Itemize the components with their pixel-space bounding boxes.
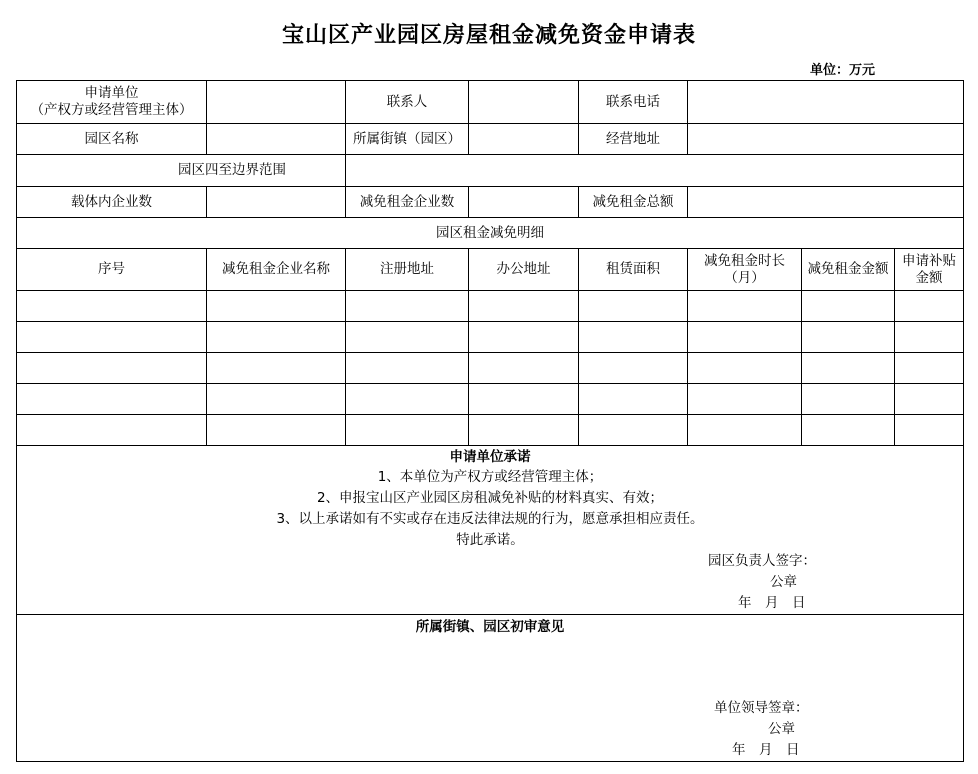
table-cell[interactable] (346, 384, 469, 415)
table-cell[interactable] (469, 353, 579, 384)
contact-input[interactable] (469, 81, 579, 124)
table-cell[interactable] (895, 384, 964, 415)
street-input[interactable] (469, 124, 579, 155)
pledge-sign-label: 园区负责人签字： (708, 553, 816, 569)
table-cell[interactable] (346, 353, 469, 384)
unit-label: 单位：万元 (810, 63, 876, 78)
table-cell[interactable] (469, 384, 579, 415)
applicant-label: 申请单位 (84, 85, 139, 101)
table-row (17, 384, 964, 415)
table-cell[interactable] (469, 322, 579, 353)
table-cell[interactable] (802, 415, 895, 446)
applicant-label-cell (17, 81, 207, 124)
table-cell[interactable] (346, 291, 469, 322)
review-section (17, 615, 964, 762)
table-cell[interactable] (579, 322, 688, 353)
park-name-input[interactable] (207, 124, 346, 155)
column-header-reduction-duration: 减免租金时长（月） (688, 249, 802, 291)
review-date-label: 年 月 日 (732, 741, 800, 758)
phone-label: 联系电话 (579, 81, 688, 124)
table-cell[interactable] (895, 322, 964, 353)
column-header-enterprise-name: 减免租金企业名称 (207, 249, 346, 291)
table-row (17, 322, 964, 353)
pledge-title: 申请单位承诺 (449, 449, 531, 465)
table-cell[interactable] (207, 353, 346, 384)
address-label: 经营地址 (579, 124, 688, 155)
review-title: 所属街镇、园区初审意见 (415, 618, 565, 635)
column-header-office-address: 办公地址 (469, 249, 579, 291)
pledge-lines (20, 467, 960, 551)
table-cell[interactable] (802, 353, 895, 384)
table-row (17, 291, 964, 322)
enterprise-count-label: 载体内企业数 (17, 187, 207, 218)
column-header-lease-area: 租赁面积 (579, 249, 688, 291)
column-header-serial: 序号 (17, 249, 207, 291)
table-cell[interactable] (17, 415, 207, 446)
table-cell[interactable] (579, 353, 688, 384)
table-cell[interactable] (895, 291, 964, 322)
table-cell[interactable] (895, 353, 964, 384)
table-cell[interactable] (207, 415, 346, 446)
applicant-label-sub: （产权方或经营管理主体） (30, 102, 193, 118)
table-cell[interactable] (346, 322, 469, 353)
pledge-date-label: 年 月 日 (738, 595, 806, 611)
boundary-input[interactable] (346, 155, 964, 187)
enterprise-count-input[interactable] (207, 187, 346, 218)
pledge-line: 2、申报宝山区产业园区房租减免补贴的材料真实、有效； (316, 490, 664, 506)
table-cell[interactable] (469, 415, 579, 446)
street-label: 所属街镇（园区） (346, 124, 469, 155)
table-cell[interactable] (579, 291, 688, 322)
table-cell[interactable] (688, 415, 802, 446)
pledge-line: 3、以上承诺如有不实或存在违反法律法规的行为，愿意承担相应责任。 (276, 511, 704, 527)
park-name-label: 园区名称 (17, 124, 207, 155)
reduced-total-label: 减免租金总额 (579, 187, 688, 218)
contact-label: 联系人 (346, 81, 469, 124)
phone-input[interactable] (688, 81, 964, 124)
form-title: 宝山区产业园区房屋租金减免资金申请表 (281, 22, 696, 48)
column-header-subsidy-amount: 申请补贴金额 (895, 249, 964, 291)
table-cell[interactable] (207, 384, 346, 415)
column-header-registered-address: 注册地址 (346, 249, 469, 291)
boundary-label: 园区四至边界范围 (17, 155, 346, 187)
reduced-count-input[interactable] (469, 187, 579, 218)
table-cell[interactable] (17, 291, 207, 322)
review-seal-label: 公章 (768, 720, 795, 737)
review-sign-label: 单位领导签章： (714, 699, 809, 716)
table-cell[interactable] (17, 353, 207, 384)
pledge-line: 特此承诺。 (456, 532, 524, 548)
table-cell[interactable] (579, 384, 688, 415)
reduced-count-label: 减免租金企业数 (346, 187, 469, 218)
reduced-total-input[interactable] (688, 187, 964, 218)
table-cell[interactable] (688, 384, 802, 415)
table-cell[interactable] (688, 291, 802, 322)
table-cell[interactable] (579, 415, 688, 446)
table-cell[interactable] (207, 322, 346, 353)
table-cell[interactable] (802, 322, 895, 353)
detail-section-title: 园区租金减免明细 (17, 218, 964, 249)
applicant-input[interactable] (207, 81, 346, 124)
application-form-table (16, 80, 964, 762)
address-input[interactable] (688, 124, 964, 155)
pledge-line: 1、本单位为产权方或经营管理主体； (377, 469, 603, 485)
table-row (17, 415, 964, 446)
column-header-reduction-amount: 减免租金金额 (802, 249, 895, 291)
table-cell[interactable] (895, 415, 964, 446)
table-cell[interactable] (346, 415, 469, 446)
table-cell[interactable] (17, 384, 207, 415)
pledge-seal-label: 公章 (770, 574, 797, 590)
pledge-section (17, 446, 964, 615)
table-cell[interactable] (802, 291, 895, 322)
table-cell[interactable] (688, 322, 802, 353)
table-cell[interactable] (469, 291, 579, 322)
table-cell[interactable] (17, 322, 207, 353)
table-row (17, 353, 964, 384)
table-cell[interactable] (802, 384, 895, 415)
table-cell[interactable] (688, 353, 802, 384)
review-opinion-area[interactable] (20, 637, 960, 698)
table-cell[interactable] (207, 291, 346, 322)
